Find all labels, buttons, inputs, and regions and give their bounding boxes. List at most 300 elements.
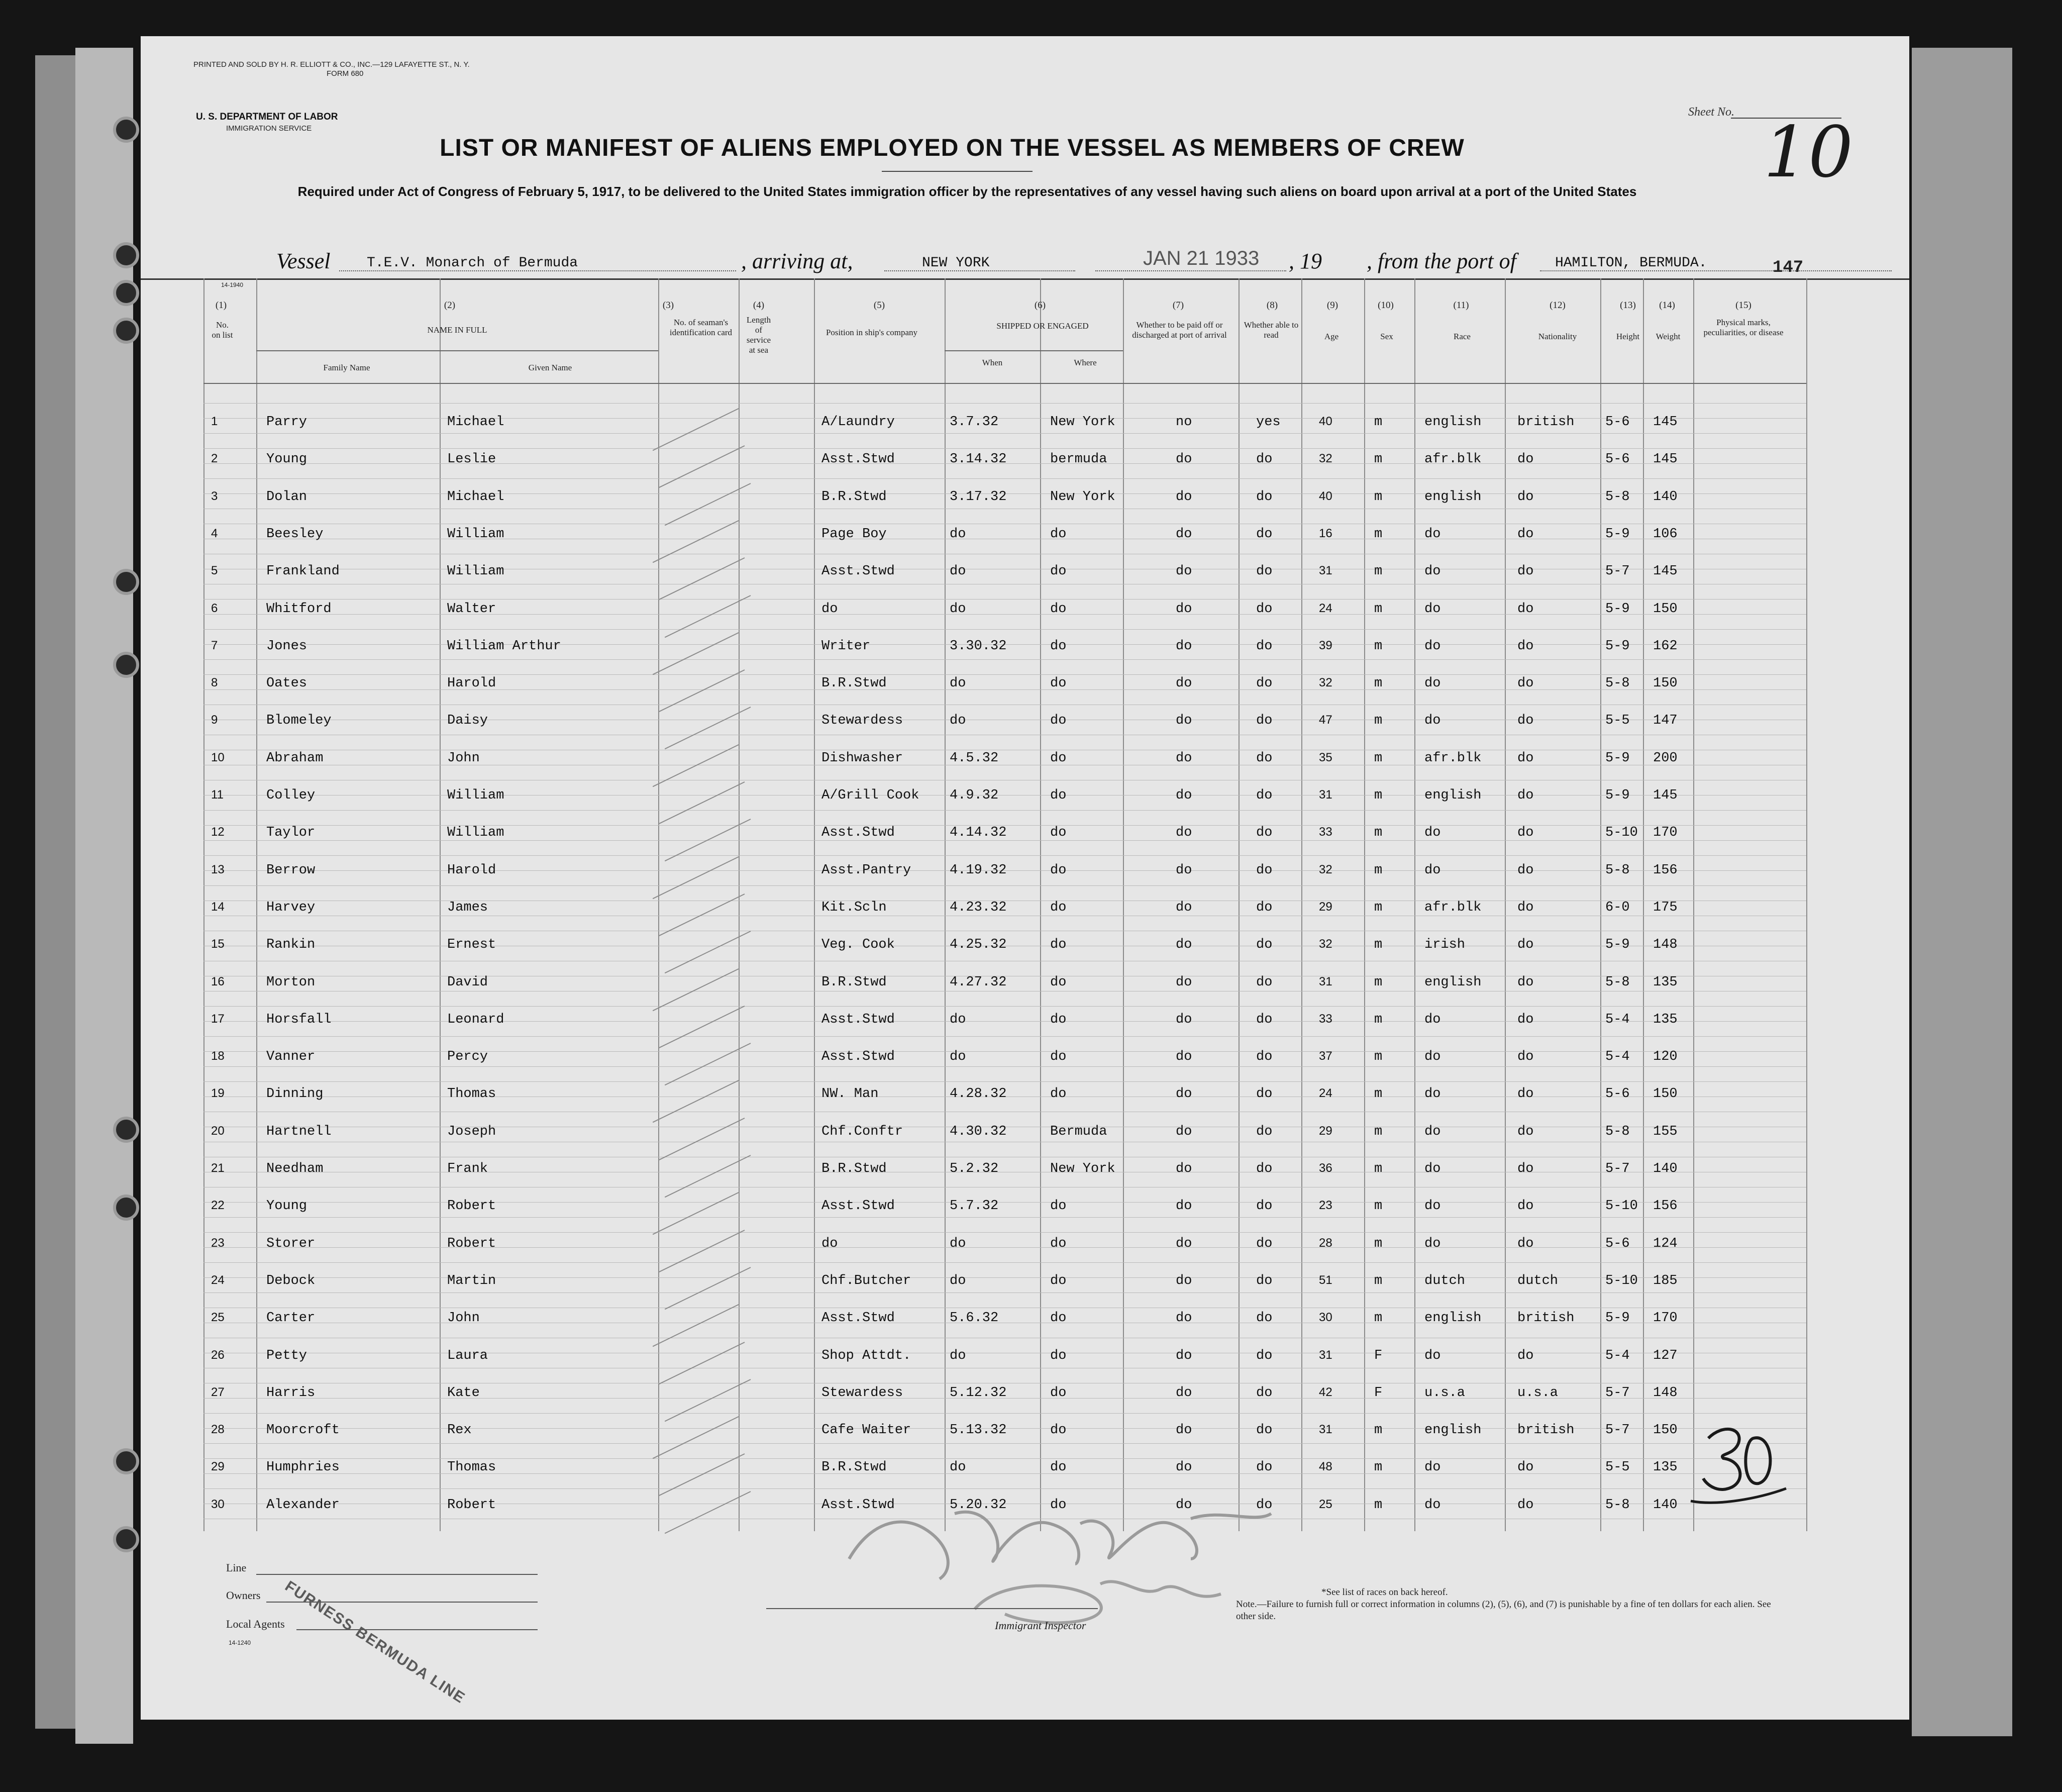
- cell-position: A/Laundry: [821, 415, 895, 430]
- cell-when: do: [950, 1460, 966, 1475]
- col-header-nationality: Nationality: [1538, 332, 1577, 341]
- table-row: [141, 891, 1806, 921]
- cell-when: do: [950, 1348, 966, 1363]
- table-row: [141, 1414, 1806, 1444]
- table-row: [141, 1376, 1806, 1407]
- col-header-paid-off: Whether to be paid off or discharged at port of arrival: [1132, 320, 1227, 340]
- cell-position: Chf.Butcher: [821, 1273, 911, 1288]
- cell-position: Asst.Stwd: [821, 564, 895, 579]
- cell-race: do: [1424, 638, 1441, 654]
- sheet-number: 10: [1764, 112, 1853, 193]
- footer-line-label: Line: [226, 1561, 247, 1574]
- cell-when: 5.7.32: [950, 1199, 999, 1214]
- cell-nat: do: [1517, 1497, 1534, 1513]
- cell-weight: 150: [1653, 601, 1678, 617]
- cell-when: 3.17.32: [950, 489, 1007, 505]
- page-subtitle: Required under Act of Congress of February 5, 1917, to be delivered to the United States immigration officer by the representatives of any vessel having such aliens on board upon arrival at a port of the United States: [297, 184, 1637, 199]
- cell-where: do: [1050, 526, 1067, 542]
- cell-position: B.R.Stwd: [821, 489, 887, 505]
- cell-no: 10: [211, 750, 225, 764]
- cell-where: do: [1050, 713, 1067, 729]
- cell-paid: no: [1176, 415, 1192, 430]
- cell-when: do: [950, 676, 966, 691]
- cell-weight: 135: [1653, 974, 1678, 990]
- cell-when: 5.12.32: [950, 1385, 1007, 1401]
- cell-paid: do: [1176, 1423, 1192, 1438]
- date-stamp: JAN 21 1933: [1143, 247, 1260, 269]
- cell-height: 6-0: [1605, 900, 1630, 915]
- cell-when: 4.28.32: [950, 1086, 1007, 1102]
- binder-hole: [113, 280, 139, 306]
- footer-agents-label: Local Agents: [226, 1618, 285, 1630]
- table-row: [141, 928, 1806, 958]
- cell-nat: do: [1517, 713, 1534, 729]
- cell-race: do: [1424, 676, 1441, 691]
- col-num-15: (15): [1735, 300, 1751, 311]
- cell-given: Walter: [447, 601, 496, 617]
- page-title: LIST OR MANIFEST OF ALIENS EMPLOYED ON THE VESSEL AS MEMBERS OF CREW: [440, 135, 1465, 161]
- manifest-page: [141, 36, 1909, 1720]
- col-header-family: Family Name: [323, 363, 370, 372]
- cell-position: Writer: [821, 638, 871, 654]
- col-num-2: (2): [444, 300, 456, 311]
- cell-no: 5: [211, 564, 218, 578]
- cell-when: 5.13.32: [950, 1423, 1007, 1438]
- cell-sex: m: [1374, 937, 1383, 953]
- cell-read: do: [1256, 1012, 1273, 1027]
- cell-sex: F: [1374, 1385, 1383, 1401]
- cell-family: Beesley: [266, 526, 324, 542]
- cell-no: 17: [211, 1012, 225, 1026]
- cell-sex: m: [1374, 862, 1383, 878]
- grid-header-rule: [203, 383, 1806, 384]
- col-header-where: Where: [1074, 358, 1097, 367]
- table-row: [141, 1189, 1806, 1220]
- cell-weight: 162: [1653, 638, 1678, 654]
- cell-race: do: [1424, 1012, 1441, 1027]
- cell-read: do: [1256, 1385, 1273, 1401]
- cell-family: Harvey: [266, 900, 316, 915]
- cell-height: 5-7: [1605, 1385, 1630, 1401]
- col-num-7: (7): [1172, 300, 1184, 311]
- cell-when: 3.14.32: [950, 452, 1007, 467]
- cell-race: do: [1424, 1199, 1441, 1214]
- cell-when: 4.30.32: [950, 1124, 1007, 1139]
- header-top-rule: [141, 278, 1909, 280]
- vessel-name: T.E.V. Monarch of Bermuda: [367, 255, 578, 271]
- cell-when: 3.30.32: [950, 638, 1007, 654]
- table-row: [141, 1152, 1806, 1182]
- fine-note: Note.—Failure to furnish full or correct information in columns (2), (5), (6), and (7) is punishable by a fine of ten dollars for each alien. See other side.: [1236, 1599, 1771, 1622]
- binder-hole: [113, 318, 139, 344]
- cell-no: 14: [211, 900, 225, 914]
- binder-hole: [113, 569, 139, 595]
- cell-weight: 148: [1653, 937, 1678, 953]
- cell-given: Robert: [447, 1236, 496, 1251]
- cell-age: 32: [1319, 676, 1332, 690]
- col-header-shipped: SHIPPED OR ENGAGED: [996, 321, 1089, 331]
- cell-family: Storer: [266, 1236, 316, 1251]
- cell-sex: m: [1374, 750, 1383, 766]
- cell-where: do: [1050, 1236, 1067, 1251]
- cell-paid: do: [1176, 713, 1192, 729]
- cell-age: 31: [1319, 974, 1332, 988]
- cell-read: do: [1256, 1199, 1273, 1214]
- cell-race: do: [1424, 1348, 1441, 1363]
- col-header-able-read: Whether able to read: [1244, 320, 1299, 340]
- cell-nat: do: [1517, 900, 1534, 915]
- cell-position: Asst.Stwd: [821, 452, 895, 467]
- cell-nat: do: [1517, 526, 1534, 542]
- cell-family: Abraham: [266, 750, 324, 766]
- vessel-label: Vessel: [276, 249, 331, 273]
- cell-given: Thomas: [447, 1086, 496, 1102]
- cell-family: Berrow: [266, 862, 316, 878]
- cell-given: Michael: [447, 489, 504, 505]
- cell-weight: 150: [1653, 676, 1678, 691]
- footer-agents-rule: [296, 1629, 538, 1630]
- cell-nat: u.s.a: [1517, 1385, 1559, 1401]
- cell-race: afr.blk: [1424, 750, 1482, 766]
- cell-age: 47: [1319, 713, 1332, 727]
- cell-read: do: [1256, 825, 1273, 841]
- cell-given: James: [447, 900, 488, 915]
- cell-nat: do: [1517, 489, 1534, 505]
- cell-paid: do: [1176, 1049, 1192, 1065]
- cell-given: Michael: [447, 415, 504, 430]
- cell-where: do: [1050, 1273, 1067, 1288]
- cell-race: english: [1424, 1311, 1482, 1326]
- cell-race: do: [1424, 1236, 1441, 1251]
- cell-position: Stewardess: [821, 1385, 903, 1401]
- table-row: [141, 1040, 1806, 1070]
- cell-read: do: [1256, 638, 1273, 654]
- cell-age: 40: [1319, 415, 1332, 428]
- cell-paid: do: [1176, 1124, 1192, 1139]
- cell-paid: do: [1176, 937, 1192, 953]
- binder-hole: [113, 242, 139, 268]
- cell-no: 4: [211, 526, 218, 540]
- cell-nat: do: [1517, 1348, 1534, 1363]
- cell-where: do: [1050, 862, 1067, 878]
- footer-owners-label: Owners: [226, 1589, 261, 1602]
- cell-weight: 145: [1653, 415, 1678, 430]
- cell-height: 5-4: [1605, 1049, 1630, 1065]
- cell-position: do: [821, 601, 838, 617]
- col-header-no: No. on list: [212, 320, 233, 340]
- cell-paid: do: [1176, 601, 1192, 617]
- cell-weight: 185: [1653, 1273, 1678, 1288]
- col-num-8: (8): [1266, 300, 1278, 311]
- cell-race: do: [1424, 713, 1441, 729]
- cell-when: 4.5.32: [950, 750, 999, 766]
- cell-read: do: [1256, 1161, 1273, 1176]
- cell-position: Asst.Stwd: [821, 1497, 895, 1513]
- cell-where: bermuda: [1050, 452, 1107, 467]
- cell-weight: 124: [1653, 1236, 1678, 1251]
- cell-position: Asst.Pantry: [821, 862, 911, 878]
- table-row: [141, 704, 1806, 734]
- cell-nat: do: [1517, 974, 1534, 990]
- cell-read: do: [1256, 452, 1273, 467]
- cell-race: english: [1424, 415, 1482, 430]
- cell-race: do: [1424, 1497, 1441, 1513]
- cell-family: Dinning: [266, 1086, 324, 1102]
- cell-height: 5-6: [1605, 452, 1630, 467]
- cell-sex: m: [1374, 601, 1383, 617]
- cell-nat: british: [1517, 1311, 1575, 1326]
- cell-height: 5-7: [1605, 564, 1630, 579]
- col-num-3: (3): [662, 300, 674, 311]
- cell-family: Jones: [266, 638, 307, 654]
- cell-family: Needham: [266, 1161, 324, 1176]
- col-num-5: (5): [873, 300, 885, 311]
- cell-position: Shop Attdt.: [821, 1348, 911, 1363]
- cell-given: Rex: [447, 1423, 472, 1438]
- cell-paid: do: [1176, 1311, 1192, 1326]
- cell-position: B.R.Stwd: [821, 974, 887, 990]
- cell-when: 5.6.32: [950, 1311, 999, 1326]
- cell-sex: m: [1374, 1086, 1383, 1102]
- cell-paid: do: [1176, 638, 1192, 654]
- binder-strip-right: [1912, 48, 2012, 1736]
- handwritten-total-figure: [1688, 1418, 1789, 1509]
- cell-read: do: [1256, 1273, 1273, 1288]
- col-num-14: (14): [1659, 300, 1675, 311]
- cell-nat: do: [1517, 1049, 1534, 1065]
- table-row: [141, 742, 1806, 772]
- cell-weight: 145: [1653, 564, 1678, 579]
- cell-position: Asst.Stwd: [821, 1049, 895, 1065]
- cell-read: do: [1256, 862, 1273, 878]
- grid-row-line: [203, 403, 1806, 404]
- cell-position: B.R.Stwd: [821, 676, 887, 691]
- cell-position: Dishwasher: [821, 750, 903, 766]
- cell-where: do: [1050, 1385, 1067, 1401]
- cell-given: Frank: [447, 1161, 488, 1176]
- cell-paid: do: [1176, 1273, 1192, 1288]
- department-name: U. S. DEPARTMENT OF LABOR: [196, 112, 338, 122]
- cell-read: do: [1256, 1236, 1273, 1251]
- cell-given: Harold: [447, 862, 496, 878]
- cell-sex: m: [1374, 452, 1383, 467]
- cell-position: Page Boy: [821, 526, 887, 542]
- cell-sex: m: [1374, 713, 1383, 729]
- cell-nat: do: [1517, 825, 1534, 841]
- cell-race: do: [1424, 1460, 1441, 1475]
- table-row: [141, 1003, 1806, 1033]
- col-num-4: (4): [753, 300, 765, 311]
- binder-hole: [113, 652, 139, 678]
- table-row: [141, 1115, 1806, 1145]
- cell-height: 5-9: [1605, 937, 1630, 953]
- cell-given: William: [447, 526, 504, 542]
- furness-stamp: FURNESS BERMUDA LINE: [282, 1577, 468, 1707]
- cell-position: B.R.Stwd: [821, 1161, 887, 1176]
- cell-position: B.R.Stwd: [821, 1460, 887, 1475]
- col-header-id-card: No. of seaman's identification card: [669, 318, 733, 337]
- cell-height: 5-5: [1605, 1460, 1630, 1475]
- cell-height: 5-9: [1605, 638, 1630, 654]
- cell-no: 22: [211, 1199, 225, 1213]
- cell-age: 29: [1319, 900, 1332, 914]
- table-row: [141, 779, 1806, 809]
- table-row: [141, 854, 1806, 884]
- table-row: [141, 1077, 1806, 1108]
- cell-height: 5-7: [1605, 1161, 1630, 1176]
- cell-age: 23: [1319, 1199, 1332, 1213]
- cell-paid: do: [1176, 1199, 1192, 1214]
- cell-when: 4.14.32: [950, 825, 1007, 841]
- cell-nat: do: [1517, 601, 1534, 617]
- cell-family: Frankland: [266, 564, 340, 579]
- cell-read: do: [1256, 1497, 1273, 1513]
- cell-where: do: [1050, 788, 1067, 803]
- inspector-rule: [766, 1608, 1098, 1609]
- cell-sex: m: [1374, 676, 1383, 691]
- cell-race: afr.blk: [1424, 900, 1482, 915]
- grid-row-line: [203, 810, 1806, 811]
- cell-age: 33: [1319, 825, 1332, 839]
- cell-given: William: [447, 564, 504, 579]
- cell-read: do: [1256, 974, 1273, 990]
- cell-when: do: [950, 564, 966, 579]
- cell-where: New York: [1050, 489, 1115, 505]
- cell-weight: 145: [1653, 452, 1678, 467]
- cell-nat: do: [1517, 1012, 1534, 1027]
- cell-given: Leslie: [447, 452, 496, 467]
- inspector-label: Immigrant Inspector: [995, 1619, 1086, 1632]
- cell-paid: do: [1176, 974, 1192, 990]
- cell-where: Bermuda: [1050, 1124, 1107, 1139]
- arriving-label: , arriving at,: [741, 249, 853, 273]
- cell-given: Daisy: [447, 713, 488, 729]
- cell-height: 5-10: [1605, 1273, 1638, 1288]
- cell-sex: m: [1374, 1273, 1383, 1288]
- cell-weight: 140: [1653, 1161, 1678, 1176]
- cell-position: Asst.Stwd: [821, 825, 895, 841]
- cell-nat: do: [1517, 1124, 1534, 1139]
- cell-when: 4.27.32: [950, 974, 1007, 990]
- footer-line-rule: [256, 1574, 538, 1575]
- cell-read: do: [1256, 601, 1273, 617]
- printer-line: PRINTED AND SOLD BY H. R. ELLIOTT & CO., INC.—129 LAFAYETTE ST., N. Y.: [193, 60, 470, 69]
- col-header-weight: Weight: [1656, 332, 1681, 341]
- cell-given: Percy: [447, 1049, 488, 1065]
- cell-given: Kate: [447, 1385, 480, 1401]
- cell-sex: m: [1374, 564, 1383, 579]
- cell-read: do: [1256, 564, 1273, 579]
- table-row: [141, 1227, 1806, 1257]
- cell-nat: do: [1517, 750, 1534, 766]
- cell-paid: do: [1176, 1385, 1192, 1401]
- races-note: *See list of races on back hereof.: [1321, 1587, 1448, 1598]
- cell-no: 12: [211, 825, 225, 839]
- cell-height: 5-7: [1605, 1423, 1630, 1438]
- cell-nat: do: [1517, 1236, 1534, 1251]
- cell-age: 31: [1319, 1348, 1332, 1362]
- cell-read: do: [1256, 1086, 1273, 1102]
- cell-race: afr.blk: [1424, 452, 1482, 467]
- cell-sex: m: [1374, 1236, 1383, 1251]
- cell-no: 2: [211, 452, 218, 466]
- arriving-port: NEW YORK: [922, 255, 990, 271]
- cell-race: do: [1424, 564, 1441, 579]
- cell-where: do: [1050, 825, 1067, 841]
- cell-age: 24: [1319, 601, 1332, 615]
- cell-height: 5-9: [1605, 750, 1630, 766]
- cell-paid: do: [1176, 564, 1192, 579]
- cell-sex: m: [1374, 1311, 1383, 1326]
- cell-no: 8: [211, 676, 218, 690]
- cell-sex: m: [1374, 526, 1383, 542]
- cell-age: 31: [1319, 788, 1332, 802]
- cell-family: Debock: [266, 1273, 316, 1288]
- from-port-label: , from the port of: [1367, 249, 1516, 273]
- cell-age: 25: [1319, 1497, 1332, 1511]
- cell-sex: m: [1374, 1460, 1383, 1475]
- cell-age: 33: [1319, 1012, 1332, 1026]
- cell-no: 15: [211, 937, 225, 951]
- col-num-1: (1): [215, 300, 227, 311]
- cell-age: 32: [1319, 452, 1332, 466]
- cell-family: Young: [266, 452, 307, 467]
- cell-paid: do: [1176, 1161, 1192, 1176]
- cell-paid: do: [1176, 526, 1192, 542]
- col-num-12: (12): [1550, 300, 1566, 311]
- cell-where: do: [1050, 601, 1067, 617]
- title-rule: [882, 171, 1033, 172]
- cell-paid: do: [1176, 489, 1192, 505]
- cell-age: 48: [1319, 1460, 1332, 1474]
- cell-read: do: [1256, 1311, 1273, 1326]
- cell-nat: british: [1517, 415, 1575, 430]
- col-header-height: Height: [1616, 332, 1640, 341]
- cell-nat: do: [1517, 452, 1534, 467]
- cell-no: 11: [211, 788, 224, 802]
- binder-hole: [113, 117, 139, 143]
- cell-sex: m: [1374, 900, 1383, 915]
- cell-when: do: [950, 1273, 966, 1288]
- cell-sex: F: [1374, 1348, 1383, 1363]
- cell-read: do: [1256, 1124, 1273, 1139]
- date-dotted-line: [1095, 270, 1286, 271]
- cell-race: do: [1424, 526, 1441, 542]
- cell-nat: do: [1517, 564, 1534, 579]
- cell-sex: m: [1374, 489, 1383, 505]
- cell-height: 5-10: [1605, 825, 1638, 841]
- cell-read: do: [1256, 489, 1273, 505]
- grid-row-line: [203, 1262, 1806, 1263]
- cell-weight: 175: [1653, 900, 1678, 915]
- cell-weight: 106: [1653, 526, 1678, 542]
- cell-weight: 155: [1653, 1124, 1678, 1139]
- cell-when: do: [950, 526, 966, 542]
- cell-age: 32: [1319, 862, 1332, 876]
- cell-race: english: [1424, 489, 1482, 505]
- cell-when: do: [950, 713, 966, 729]
- cell-nat: do: [1517, 937, 1534, 953]
- cell-weight: 147: [1653, 713, 1678, 729]
- table-row: [141, 816, 1806, 846]
- binder-hole: [113, 1448, 139, 1474]
- cell-when: do: [950, 1049, 966, 1065]
- cell-given: Thomas: [447, 1460, 496, 1475]
- table-row: [141, 1264, 1806, 1295]
- footer-form-code: 14-1240: [229, 1639, 251, 1646]
- table-row: [141, 630, 1806, 660]
- col-num-13: (13): [1620, 300, 1636, 311]
